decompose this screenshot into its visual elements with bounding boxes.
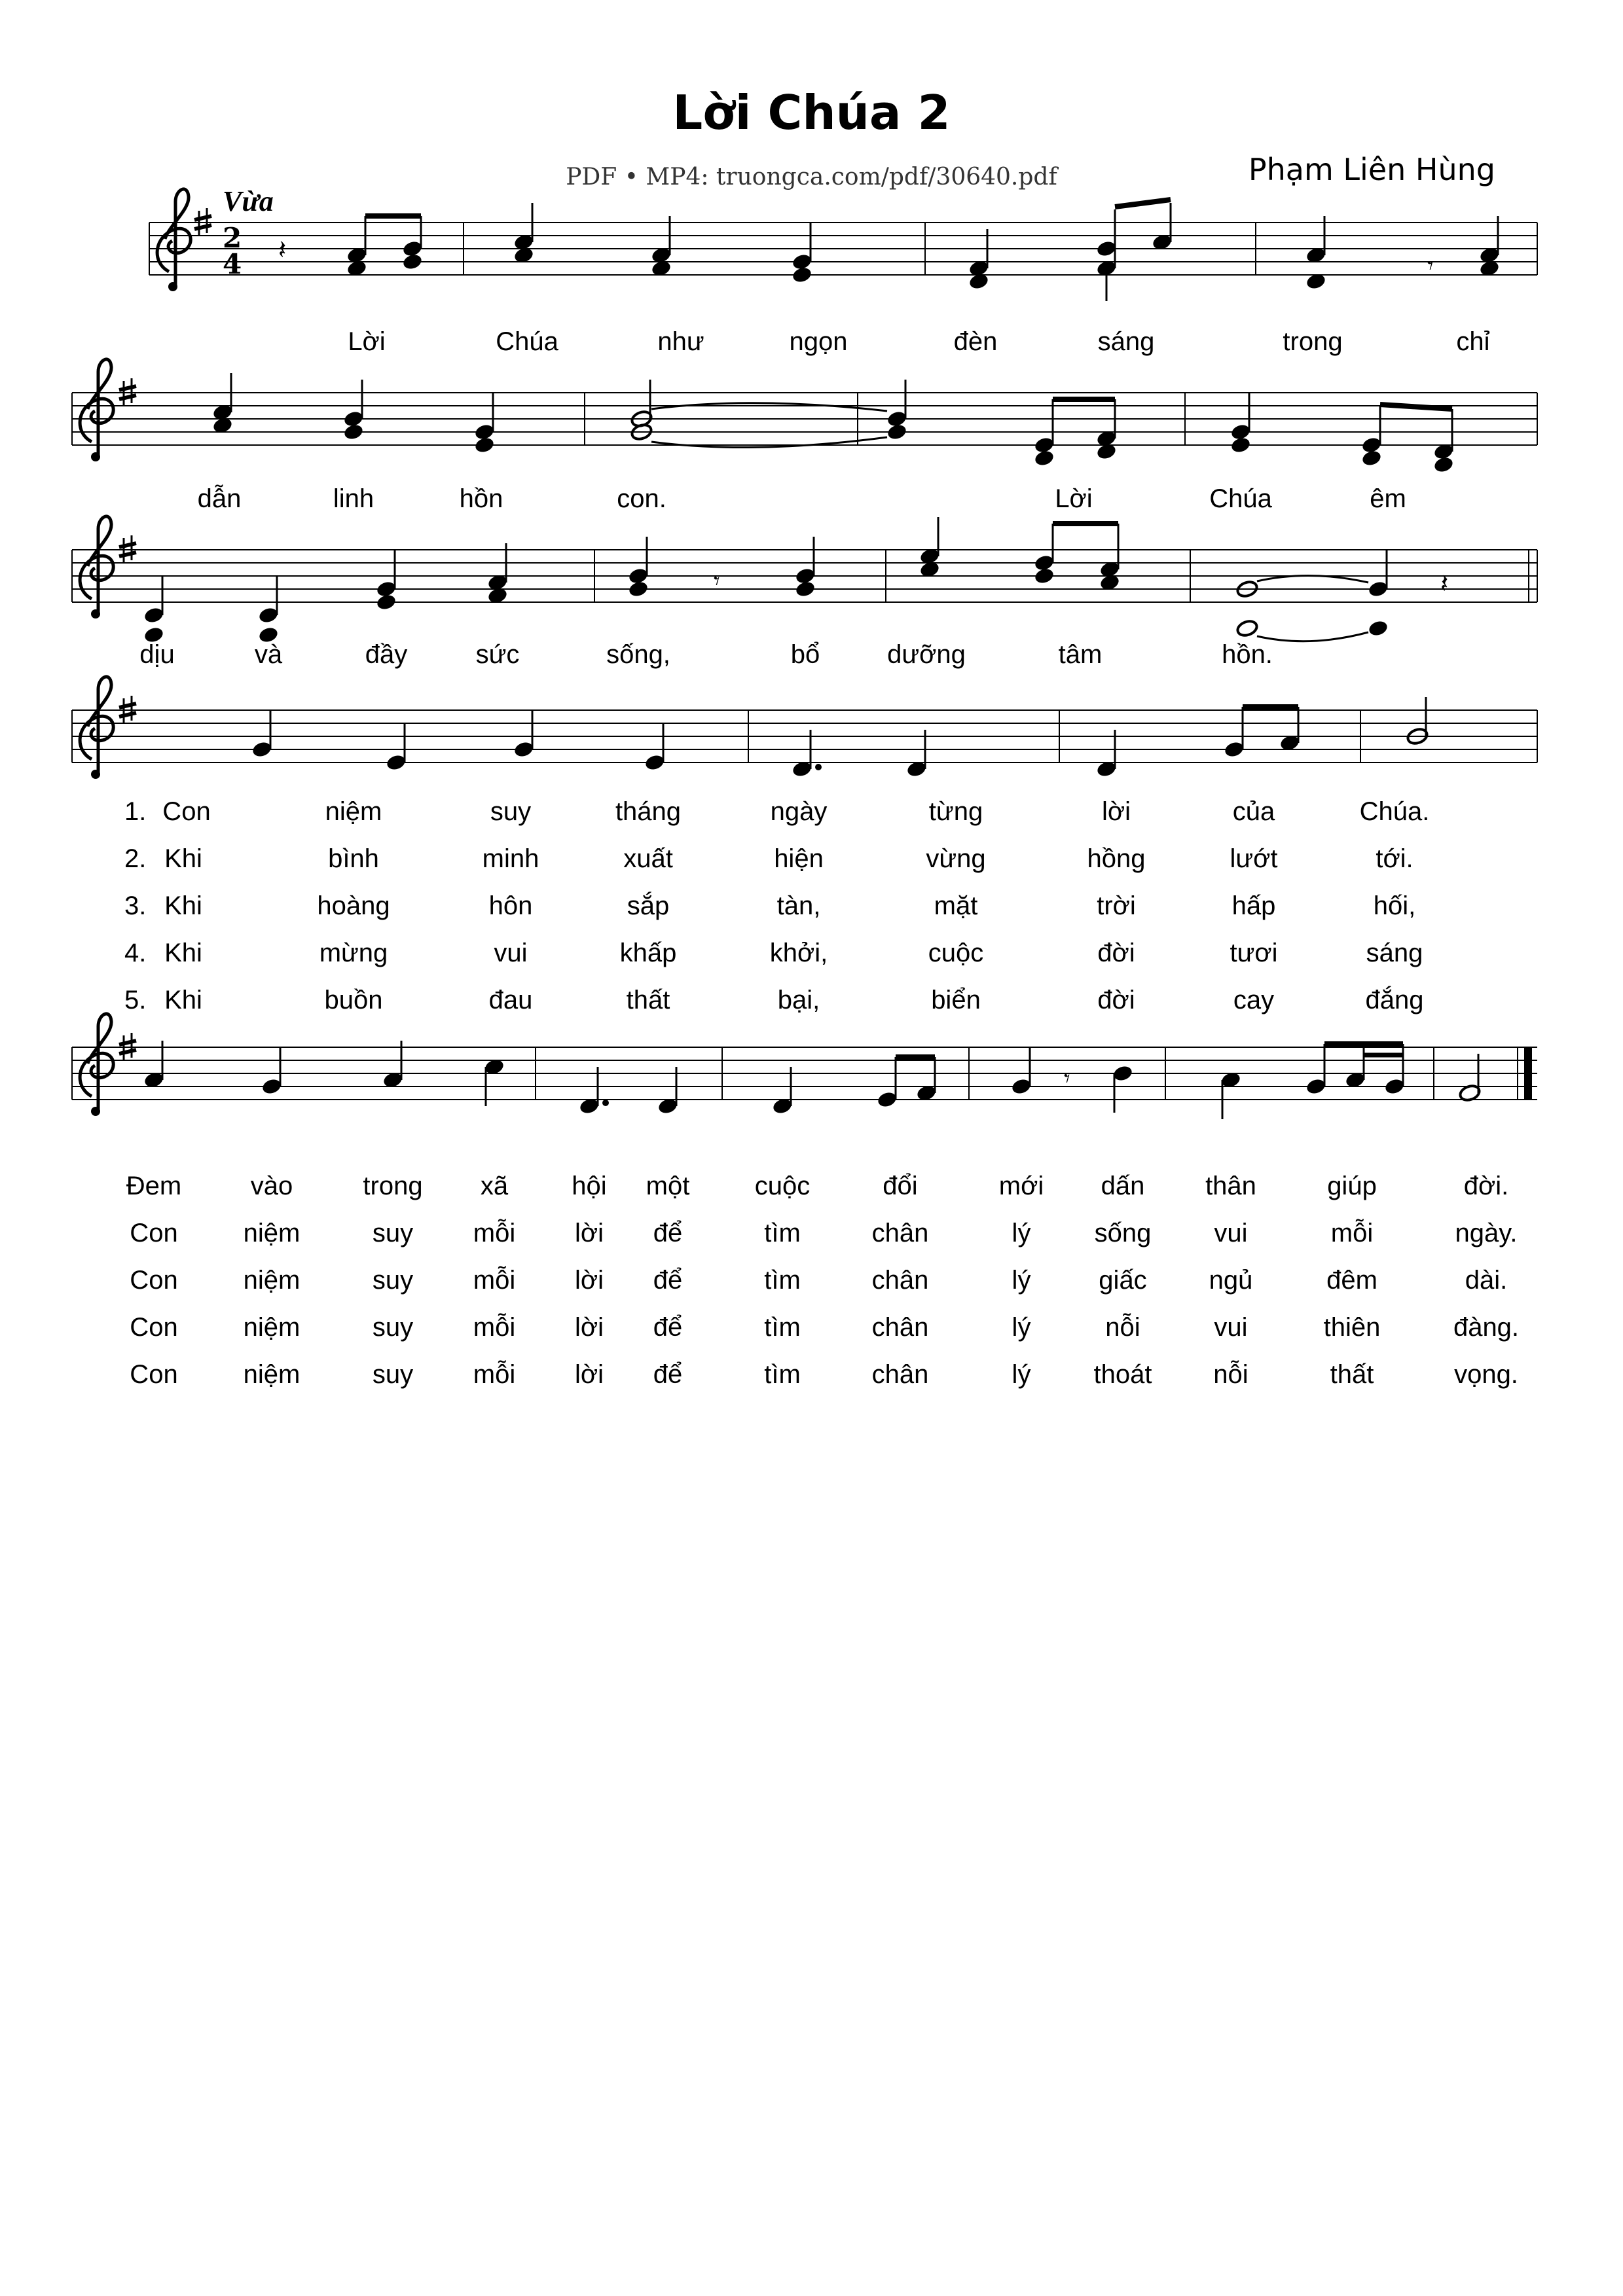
lyric-word: Chúa bbox=[1209, 484, 1272, 513]
lyric-word: đàng. bbox=[1453, 1313, 1520, 1342]
lyric-word: thất bbox=[626, 986, 670, 1014]
staff-system-1 bbox=[149, 189, 1537, 301]
lyric-word: hôn bbox=[488, 891, 533, 920]
lyric-word: ngày bbox=[770, 797, 828, 826]
lyric-word: mới bbox=[998, 1172, 1044, 1200]
lyric-word: đắng bbox=[1365, 986, 1424, 1014]
lyric-word: vui bbox=[1214, 1313, 1248, 1342]
notes-system-3 bbox=[143, 517, 1448, 644]
lyric-word: tâm bbox=[1058, 640, 1103, 669]
lyric-word: mừng bbox=[319, 939, 388, 967]
svg-text:𝄾: 𝄾 bbox=[1427, 253, 1434, 279]
svg-text:𝄾: 𝄾 bbox=[1064, 1066, 1070, 1092]
lyric-word: linh bbox=[333, 484, 374, 513]
lyric-word: của bbox=[1232, 797, 1275, 826]
lyric-word: cuộc bbox=[754, 1172, 811, 1200]
lyric-word: đời bbox=[1097, 986, 1135, 1014]
lyric-word: lời bbox=[574, 1219, 604, 1247]
lyric-word: tìm bbox=[764, 1313, 801, 1342]
lyric-word: niệm bbox=[325, 797, 382, 826]
lyric-word: Lời bbox=[1055, 484, 1093, 513]
time-signature-top: 2 bbox=[223, 222, 242, 254]
lyric-word: đổi bbox=[883, 1172, 918, 1200]
lyric-word: lời bbox=[1101, 797, 1131, 826]
lyric-word: nỗi bbox=[1213, 1360, 1249, 1389]
lyric-word: dấn bbox=[1101, 1172, 1145, 1200]
treble-clef-icon bbox=[80, 359, 113, 461]
lyric-word: để bbox=[653, 1219, 683, 1247]
lyric-word: khởi, bbox=[769, 939, 828, 967]
lyric-word: hồng bbox=[1087, 844, 1146, 873]
notes-system-5 bbox=[143, 1041, 1481, 1119]
treble-clef-icon bbox=[80, 516, 113, 619]
lyric-word: niệm bbox=[243, 1219, 301, 1247]
lyric-word: Con bbox=[130, 1313, 178, 1342]
lyric-word: vọng. bbox=[1454, 1360, 1518, 1389]
lyric-word: tàn, bbox=[776, 891, 821, 920]
lyric-word: lời bbox=[574, 1266, 604, 1295]
lyric-word: để bbox=[653, 1360, 683, 1389]
lyric-word: chân bbox=[871, 1266, 929, 1295]
lyric-word: xã bbox=[480, 1172, 509, 1200]
lyric-word: dịu bbox=[139, 640, 175, 669]
lyric-word: tìm bbox=[764, 1360, 801, 1389]
lyric-word: đèn bbox=[953, 327, 998, 356]
lyric-word: hấp bbox=[1231, 891, 1276, 920]
lyric-word: biển bbox=[931, 986, 981, 1014]
lyric-word: mỗi bbox=[473, 1360, 516, 1389]
svg-text:𝄾: 𝄾 bbox=[714, 568, 720, 595]
staff-system-5 bbox=[72, 1014, 1537, 1119]
lyric-word: sáng bbox=[1366, 939, 1423, 967]
lyric-word: con. bbox=[617, 484, 666, 513]
lyric-word: lời bbox=[574, 1360, 604, 1389]
lyric-word: Khi bbox=[164, 891, 202, 920]
lyric-word: giúp bbox=[1327, 1172, 1377, 1200]
verse-number: 4. bbox=[124, 939, 147, 967]
lyric-word: sáng bbox=[1097, 327, 1155, 356]
treble-clef-icon bbox=[80, 1014, 113, 1116]
lyric-word: đầy bbox=[365, 640, 408, 669]
lyric-word: niệm bbox=[243, 1360, 301, 1389]
time-signature-bottom: 4 bbox=[223, 248, 242, 280]
lyric-word: tới. bbox=[1376, 844, 1413, 873]
lyric-word: mặt bbox=[934, 891, 978, 920]
lyric-word: đời. bbox=[1463, 1172, 1509, 1200]
lyric-word: và bbox=[254, 640, 283, 669]
lyric-word: Con bbox=[130, 1219, 178, 1247]
lyric-word: dưỡng bbox=[887, 640, 966, 669]
lyric-word: vào bbox=[250, 1172, 293, 1200]
lyric-word: trong bbox=[363, 1172, 423, 1200]
lyric-word: hối, bbox=[1373, 891, 1416, 920]
lyric-word: vừng bbox=[926, 844, 986, 873]
lyric-word: minh bbox=[482, 844, 539, 873]
lyric-word: êm bbox=[1370, 484, 1406, 513]
lyric-word: Khi bbox=[164, 939, 202, 967]
lyric-word: Lời bbox=[348, 327, 386, 356]
lyric-word: tươi bbox=[1230, 939, 1278, 967]
svg-text:𝄽: 𝄽 bbox=[278, 235, 287, 265]
lyric-word: suy bbox=[372, 1360, 414, 1389]
lyric-word: thoát bbox=[1093, 1360, 1152, 1389]
verse-number: 1. bbox=[124, 797, 147, 826]
lyric-word: mỗi bbox=[473, 1219, 516, 1247]
lyric-word: niệm bbox=[243, 1266, 301, 1295]
lyric-word: thân bbox=[1205, 1172, 1256, 1200]
lyric-word: chân bbox=[871, 1219, 929, 1247]
lyric-word: Chúa. bbox=[1359, 797, 1430, 826]
staff-system-2 bbox=[72, 359, 1537, 474]
tempo-marking: Vừa bbox=[223, 185, 274, 217]
lyric-word: tìm bbox=[764, 1219, 801, 1247]
lyric-word: sống, bbox=[606, 640, 670, 669]
lyric-word: để bbox=[653, 1313, 683, 1342]
lyric-word: sống bbox=[1094, 1219, 1152, 1247]
lyric-word: đêm bbox=[1326, 1266, 1377, 1295]
notes-system-4 bbox=[251, 697, 1429, 778]
lyric-word: chân bbox=[871, 1360, 929, 1389]
lyric-word: để bbox=[653, 1266, 683, 1295]
lyric-word: Con bbox=[162, 797, 211, 826]
lyric-word: bình bbox=[328, 844, 379, 873]
verse-number: 5. bbox=[124, 986, 147, 1014]
lyric-word: Con bbox=[130, 1266, 178, 1295]
lyric-word: giấc bbox=[1099, 1266, 1147, 1295]
lyric-word: ngọn bbox=[789, 327, 848, 356]
staff-system-3 bbox=[72, 516, 1537, 644]
lyric-word: bại, bbox=[777, 986, 820, 1014]
lyric-word: Khi bbox=[164, 986, 202, 1014]
lyric-word: lời bbox=[574, 1313, 604, 1342]
notes-system-1 bbox=[278, 200, 1501, 301]
lyric-word: suy bbox=[372, 1266, 414, 1295]
lyric-word: khấp bbox=[619, 939, 677, 967]
lyric-word: chân bbox=[871, 1313, 929, 1342]
lyric-word: một bbox=[646, 1172, 690, 1200]
lyric-word: hồn bbox=[459, 484, 503, 513]
lyric-word: Con bbox=[130, 1360, 178, 1389]
lyric-word: vui bbox=[494, 939, 528, 967]
lyric-word: sức bbox=[475, 640, 520, 669]
verse-number: 3. bbox=[124, 891, 147, 920]
lyric-word: hồn. bbox=[1222, 640, 1273, 669]
lyric-word: như bbox=[657, 327, 704, 356]
treble-clef-icon bbox=[80, 677, 113, 779]
source-link[interactable]: PDF • MP4: truongca.com/pdf/30640.pdf bbox=[566, 164, 1057, 190]
lyric-word: ngày. bbox=[1455, 1219, 1518, 1247]
lyric-word: sắp bbox=[627, 891, 670, 920]
lyric-word: lý bbox=[1012, 1360, 1031, 1389]
lyric-word: chỉ bbox=[1456, 327, 1490, 356]
lyric-word: trời bbox=[1097, 891, 1136, 920]
staff-system-4 bbox=[72, 677, 1537, 779]
lyric-word: cay bbox=[1233, 986, 1275, 1014]
lyric-word: cuộc bbox=[928, 939, 984, 967]
composer-name: Phạm Liên Hùng bbox=[1248, 152, 1495, 187]
lyric-word: tìm bbox=[764, 1266, 801, 1295]
lyric-word: Chúa bbox=[496, 327, 558, 356]
lyric-word: hoàng bbox=[317, 891, 390, 920]
lyric-word: dẫn bbox=[197, 484, 242, 513]
lyric-word: đau bbox=[488, 986, 533, 1014]
song-title: Lời Chúa 2 bbox=[672, 85, 951, 140]
lyric-word: ngủ bbox=[1209, 1266, 1253, 1295]
lyric-word: Khi bbox=[164, 844, 202, 873]
lyric-word: nỗi bbox=[1105, 1313, 1140, 1342]
lyric-word: bổ bbox=[790, 640, 820, 669]
lyric-word: mỗi bbox=[473, 1266, 516, 1295]
lyric-word: suy bbox=[372, 1313, 414, 1342]
notes-system-2 bbox=[211, 373, 1454, 474]
lyric-word: thiên bbox=[1323, 1313, 1381, 1342]
lyric-word: đời bbox=[1097, 939, 1135, 967]
lyric-word: lướt bbox=[1230, 844, 1278, 873]
lyric-word: suy bbox=[372, 1219, 414, 1247]
lyric-word: mỗi bbox=[473, 1313, 516, 1342]
lyric-word: buồn bbox=[324, 986, 383, 1014]
lyric-word: dài. bbox=[1465, 1266, 1508, 1295]
lyric-word: niệm bbox=[243, 1313, 301, 1342]
svg-text:𝄽: 𝄽 bbox=[1440, 569, 1449, 599]
lyric-word: tháng bbox=[615, 797, 682, 826]
lyric-word: xuất bbox=[623, 844, 673, 873]
lyric-word: hiện bbox=[774, 844, 824, 873]
lyric-word: lý bbox=[1012, 1313, 1031, 1342]
lyric-word: trong bbox=[1283, 327, 1343, 356]
lyric-word: Đem bbox=[126, 1172, 182, 1200]
lyric-word: mỗi bbox=[1330, 1219, 1374, 1247]
lyric-word: hội bbox=[572, 1172, 607, 1200]
lyric-word: thất bbox=[1330, 1360, 1374, 1389]
treble-clef-icon bbox=[157, 189, 191, 291]
lyric-word: từng bbox=[928, 797, 983, 826]
verse-number: 2. bbox=[124, 844, 147, 873]
lyric-word: vui bbox=[1214, 1219, 1248, 1247]
lyric-word: suy bbox=[490, 797, 532, 826]
lyric-word: lý bbox=[1012, 1266, 1031, 1295]
lyric-word: lý bbox=[1012, 1219, 1031, 1247]
